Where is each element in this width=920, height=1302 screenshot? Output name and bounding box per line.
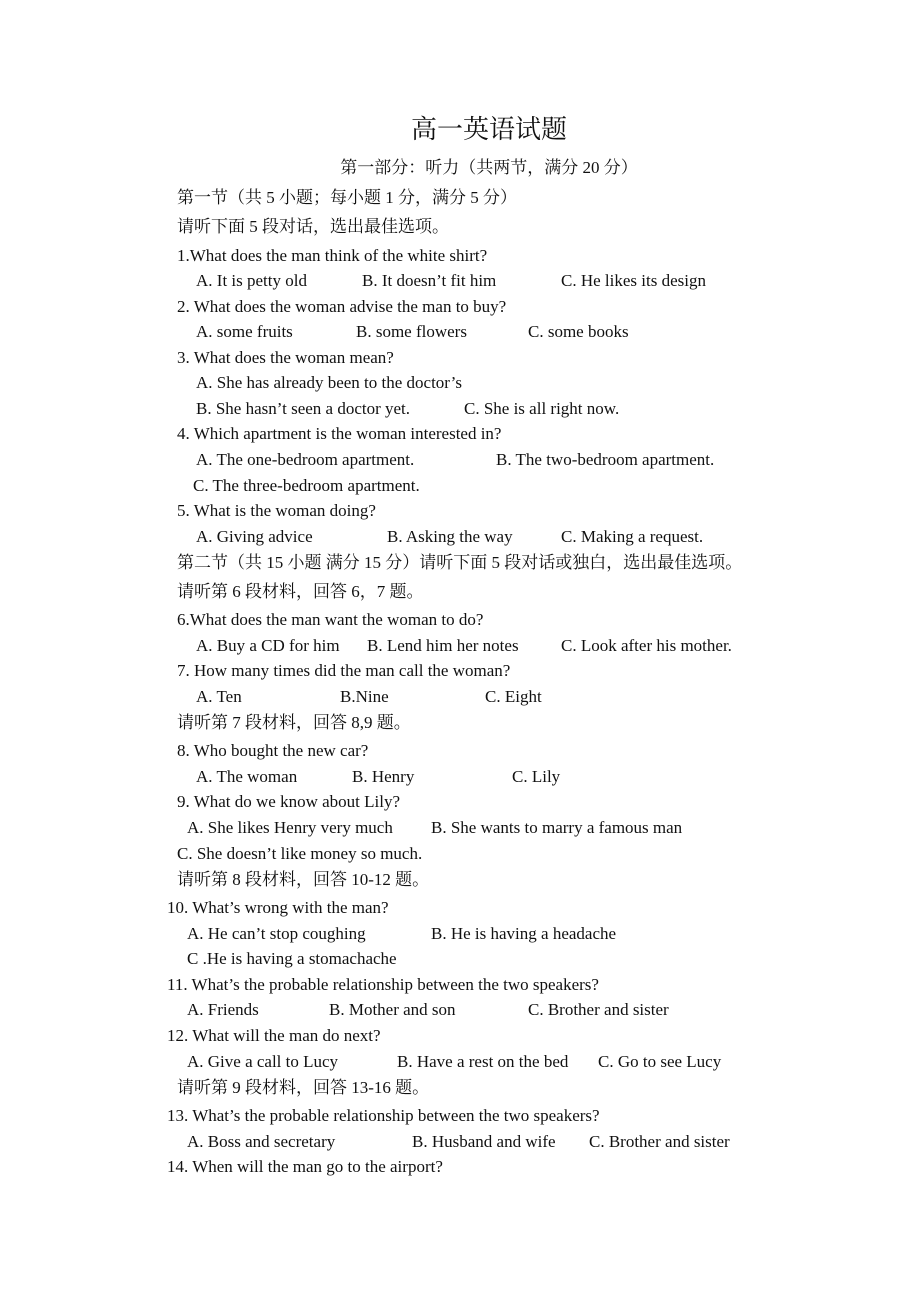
option-b: B. Mother and son bbox=[329, 1000, 456, 1019]
question: 13. What’s the probable relationship between the two speakers? bbox=[167, 1106, 600, 1125]
question: 7. How many times did the man call the woman? bbox=[177, 661, 511, 680]
section-heading: 第一节（共 5 小题；每小题 1 分，满分 5 分） bbox=[177, 188, 517, 207]
question: 6.What does the man want the woman to do? bbox=[177, 610, 484, 629]
question: 5. What is the woman doing? bbox=[177, 501, 376, 520]
instruction: 请听第 7 段材料，回答 8,9 题。 bbox=[177, 713, 411, 732]
option-a: A. The one-bedroom apartment. bbox=[196, 450, 415, 469]
option-a: A. Buy a CD for him bbox=[196, 636, 340, 655]
option-b: B. She wants to marry a famous man bbox=[431, 818, 683, 837]
question: 10. What’s wrong with the man? bbox=[167, 898, 389, 917]
option-c: C. Making a request. bbox=[561, 527, 704, 546]
option-b: B. Asking the way bbox=[387, 527, 513, 546]
option-b: B. Husband and wife bbox=[412, 1132, 556, 1151]
option-b: B. Henry bbox=[352, 767, 415, 786]
option-a: A. Give a call to Lucy bbox=[187, 1052, 339, 1071]
option-a: A. The woman bbox=[196, 767, 298, 786]
option-a: A. Boss and secretary bbox=[187, 1132, 336, 1151]
option-b: B. He is having a headache bbox=[431, 924, 617, 943]
section-heading: 第二节（共 15 小题 满分 15 分）请听下面 5 段对话或独白，选出最佳选项。 bbox=[177, 553, 743, 572]
option-c: C. The three-bedroom apartment. bbox=[193, 476, 420, 495]
part-heading: 第一部分：听力（共两节，满分 20 分） bbox=[340, 158, 638, 177]
instruction: 请听第 6 段材料，回答 6，7 题。 bbox=[177, 582, 424, 601]
question: 8. Who bought the new car? bbox=[177, 741, 369, 760]
option-c: C. Go to see Lucy bbox=[598, 1052, 722, 1071]
option-b: B. some flowers bbox=[356, 322, 467, 341]
instruction: 请听第 8 段材料，回答 10-12 题。 bbox=[177, 870, 430, 889]
option-c: C. some books bbox=[528, 322, 629, 341]
option-b: B. Lend him her notes bbox=[367, 636, 519, 655]
option-c: C. Brother and sister bbox=[528, 1000, 669, 1019]
option-a: A. He can’t stop coughing bbox=[187, 924, 366, 943]
option-a: A. It is petty old bbox=[196, 271, 307, 290]
question: 1.What does the man think of the white shirt? bbox=[177, 246, 488, 265]
option-b: B. It doesn’t fit him bbox=[362, 271, 497, 290]
page-title: 高一英语试题 bbox=[410, 115, 567, 144]
question: 12. What will the man do next? bbox=[167, 1026, 381, 1045]
question: 3. What does the woman mean? bbox=[177, 348, 394, 367]
option-a: A. She has already been to the doctor’s bbox=[196, 373, 462, 392]
option-c: C. She doesn’t like money so much. bbox=[177, 844, 423, 863]
question: 2. What does the woman advise the man to buy? bbox=[177, 297, 507, 316]
option-c: C. Lily bbox=[512, 767, 561, 786]
option-c: C. He likes its design bbox=[561, 271, 706, 290]
option-a: A. Ten bbox=[196, 687, 242, 706]
option-b: B.Nine bbox=[340, 687, 389, 706]
option-a: A. Friends bbox=[187, 1000, 259, 1019]
option-a: A. some fruits bbox=[196, 322, 293, 341]
instruction: 请听第 9 段材料，回答 13-16 题。 bbox=[177, 1078, 430, 1097]
question: 4. Which apartment is the woman interested in? bbox=[177, 424, 502, 443]
option-c: C. Brother and sister bbox=[589, 1132, 730, 1151]
option-b: B. The two-bedroom apartment. bbox=[496, 450, 715, 469]
instruction: 请听下面 5 段对话，选出最佳选项。 bbox=[177, 217, 449, 236]
option-c: C. Look after his mother. bbox=[561, 636, 732, 655]
option-c: C. Eight bbox=[485, 687, 542, 706]
question: 9. What do we know about Lily? bbox=[177, 792, 401, 811]
option-b: B. Have a rest on the bed bbox=[397, 1052, 569, 1071]
option-c: C. She is all right now. bbox=[464, 399, 620, 418]
option-a: A. Giving advice bbox=[196, 527, 313, 546]
option-b: B. She hasn’t seen a doctor yet. bbox=[196, 399, 411, 418]
question: 14. When will the man go to the airport? bbox=[167, 1157, 443, 1176]
option-c: C .He is having a stomachache bbox=[187, 949, 397, 968]
question: 11. What’s the probable relationship between the two speakers? bbox=[167, 975, 599, 994]
option-a: A. She likes Henry very much bbox=[187, 818, 393, 837]
